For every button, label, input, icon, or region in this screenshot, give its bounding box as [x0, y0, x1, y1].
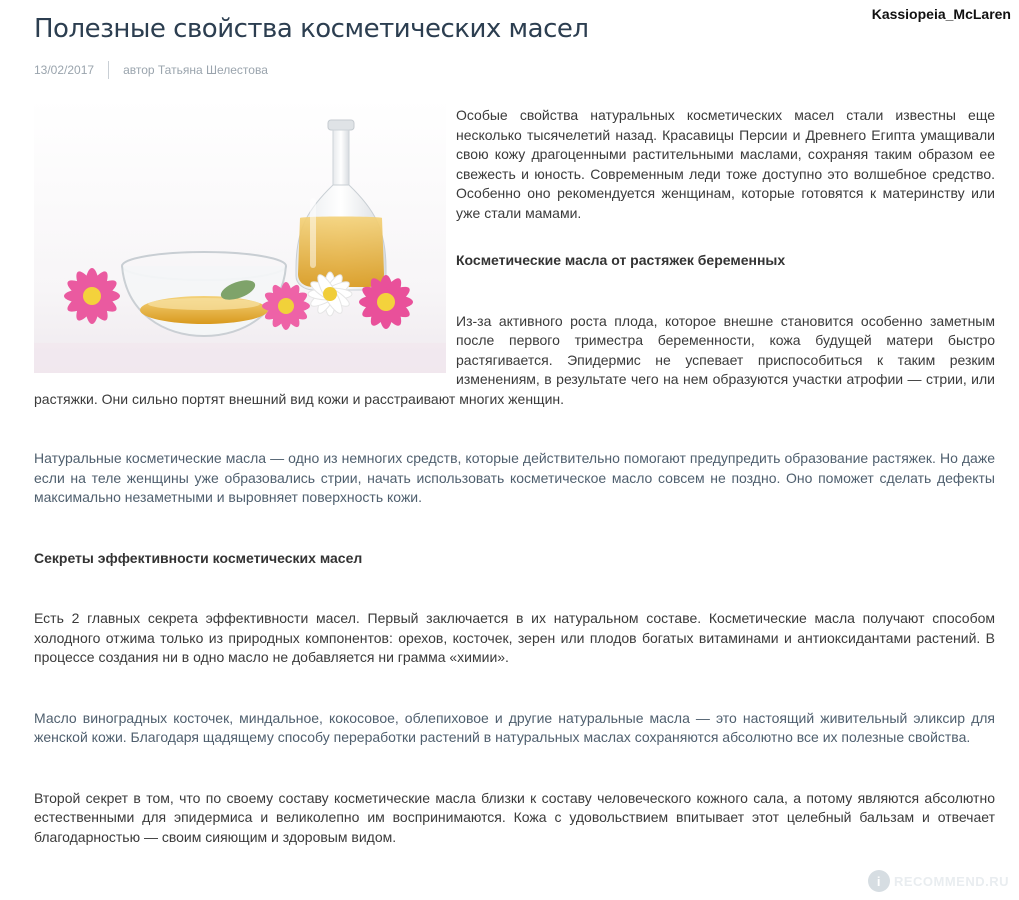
- article-meta: [34, 61, 268, 79]
- paragraph-prevention: Натуральные косметические масла — одно из немногих средств, которые действительно помогают предупредить образование растяжек. Но даже если на теле женщины уже образовались стрии, начать использовать косметическое масло совсем не поздно. Оно поможет сделать дефекты максимально незаметными и выровняет поверхность кожи.: [34, 450, 995, 505]
- username-label[interactable]: Kassiopeia_McLaren: [871, 6, 1011, 22]
- recommend-watermark-text: RECOMMEND.RU: [893, 873, 1009, 889]
- paragraph-secret-two: Второй секрет в том, что по своему составу косметические масла близки к составу человеческого кожного сала, а потому являются абсолютно естественными для эпидермиса и великолепно им воспринимаются. Кожа с удовольствием впитывает этот целебный бальзам и отвечает благодарностью — своим сияющим и здоровым видом.: [34, 789, 995, 845]
- author-link[interactable]: автор Татьяна Шелестова: [123, 63, 268, 77]
- paragraph-stretch-marks: Из-за активного роста плода, которое внешне становится особенно заметным после первого триместра беременности, кожа будущей матери быстро растягивается. Эпидермис не успевает приспособиться к таким резким изменениям, в результате чего на нем образуются участки атрофии — стрии, или растяжки. Они сильно портят внешний вид кожи и расстраивают многих женщин.: [34, 312, 995, 407]
- paragraph-oils-list: Масло виноградных косточек, миндальное, кокосовое, облепиховое и другие натуральные масла — это настоящий живительный эликсир для женской кожи. Благодаря щадящему способу переработки растений в натуральных маслах сохраняются абсолютно все их полезные свойства.: [34, 709, 995, 745]
- section-heading-stretch-marks: Косметические масла от растяжек беременных: [456, 252, 786, 268]
- article-body: [34, 98, 995, 847]
- paragraph-secret-one: Есть 2 главных секрета эффективности масел. Первый заключается в их натуральном составе. Косметические масла получают способом холодного отжима только из природных компонентов: орехов, косточек, зерен или плодов богатых витаминами и антиоксидантами растений. В процессе создания ни в одно масло не добавляется ни грамма «химии».: [34, 610, 995, 665]
- article-image-oil-flowers: [34, 98, 446, 373]
- page-title: Полезные свойства косметических масел: [34, 14, 589, 44]
- recommend-logo-icon: i: [868, 870, 890, 892]
- paragraph-intro: Особые свойства натуральных косметических масел стали известны еще несколько тысячелетий назад. Красавицы Персии и Древнего Египта умащивали свою кожу драгоценными растительными маслами, сохраняя таким образом ее свежесть и юность. Современным леди тоже доступно это волшебное средство. Особенно оно рекомендуется женщинам, которые готовятся к материнству или уже стали мамами.: [456, 107, 995, 221]
- meta-divider: [108, 61, 109, 79]
- recommend-watermark: [868, 870, 1009, 892]
- publish-date: 13/02/2017: [34, 63, 95, 77]
- section-heading-secrets: Секреты эффективности косметических масел: [34, 549, 363, 566]
